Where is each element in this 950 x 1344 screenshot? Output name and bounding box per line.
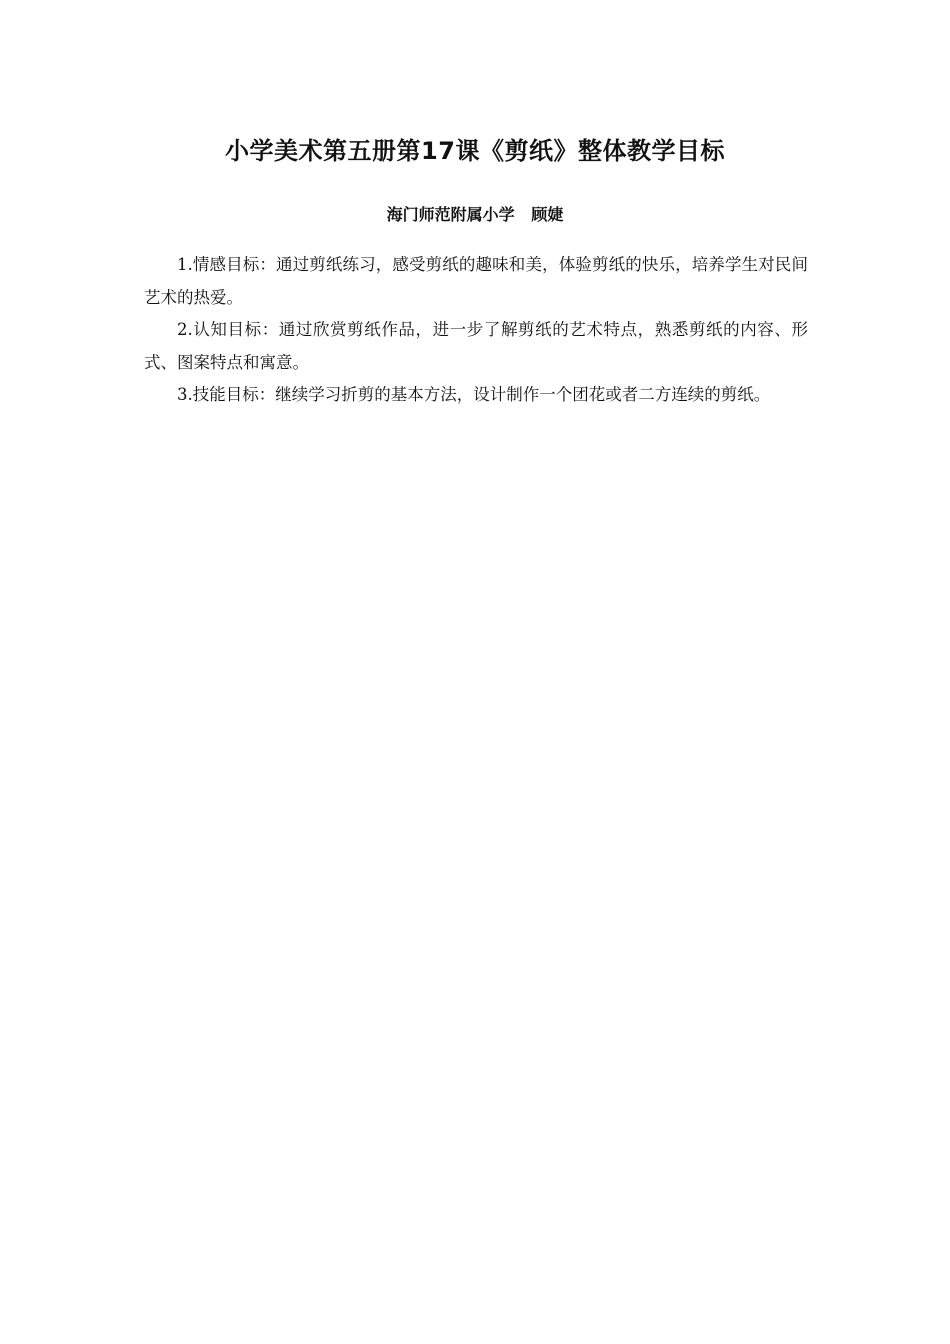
objective-paragraph-skill: 3.技能目标：继续学习折剪的基本方法，设计制作一个团花或者二方连续的剪纸。 [177, 385, 771, 404]
author-line: 海门师范附属小学 顾婕 [386, 205, 564, 224]
objective-paragraph-cognitive: 2.认知目标：通过欣赏剪纸作品，进一步了解剪纸的艺术特点，熟悉剪纸的内容、形式、图案特点和寓意。 [144, 320, 808, 372]
document-title: 小学美术第五册第17课《剪纸》整体教学目标 [225, 137, 725, 165]
objectives-list [144, 249, 808, 412]
objective-paragraph-affective: 1.情感目标：通过剪纸练习，感受剪纸的趣味和美，体验剪纸的快乐，培养学生对民间艺术的热爱。 [144, 255, 808, 307]
